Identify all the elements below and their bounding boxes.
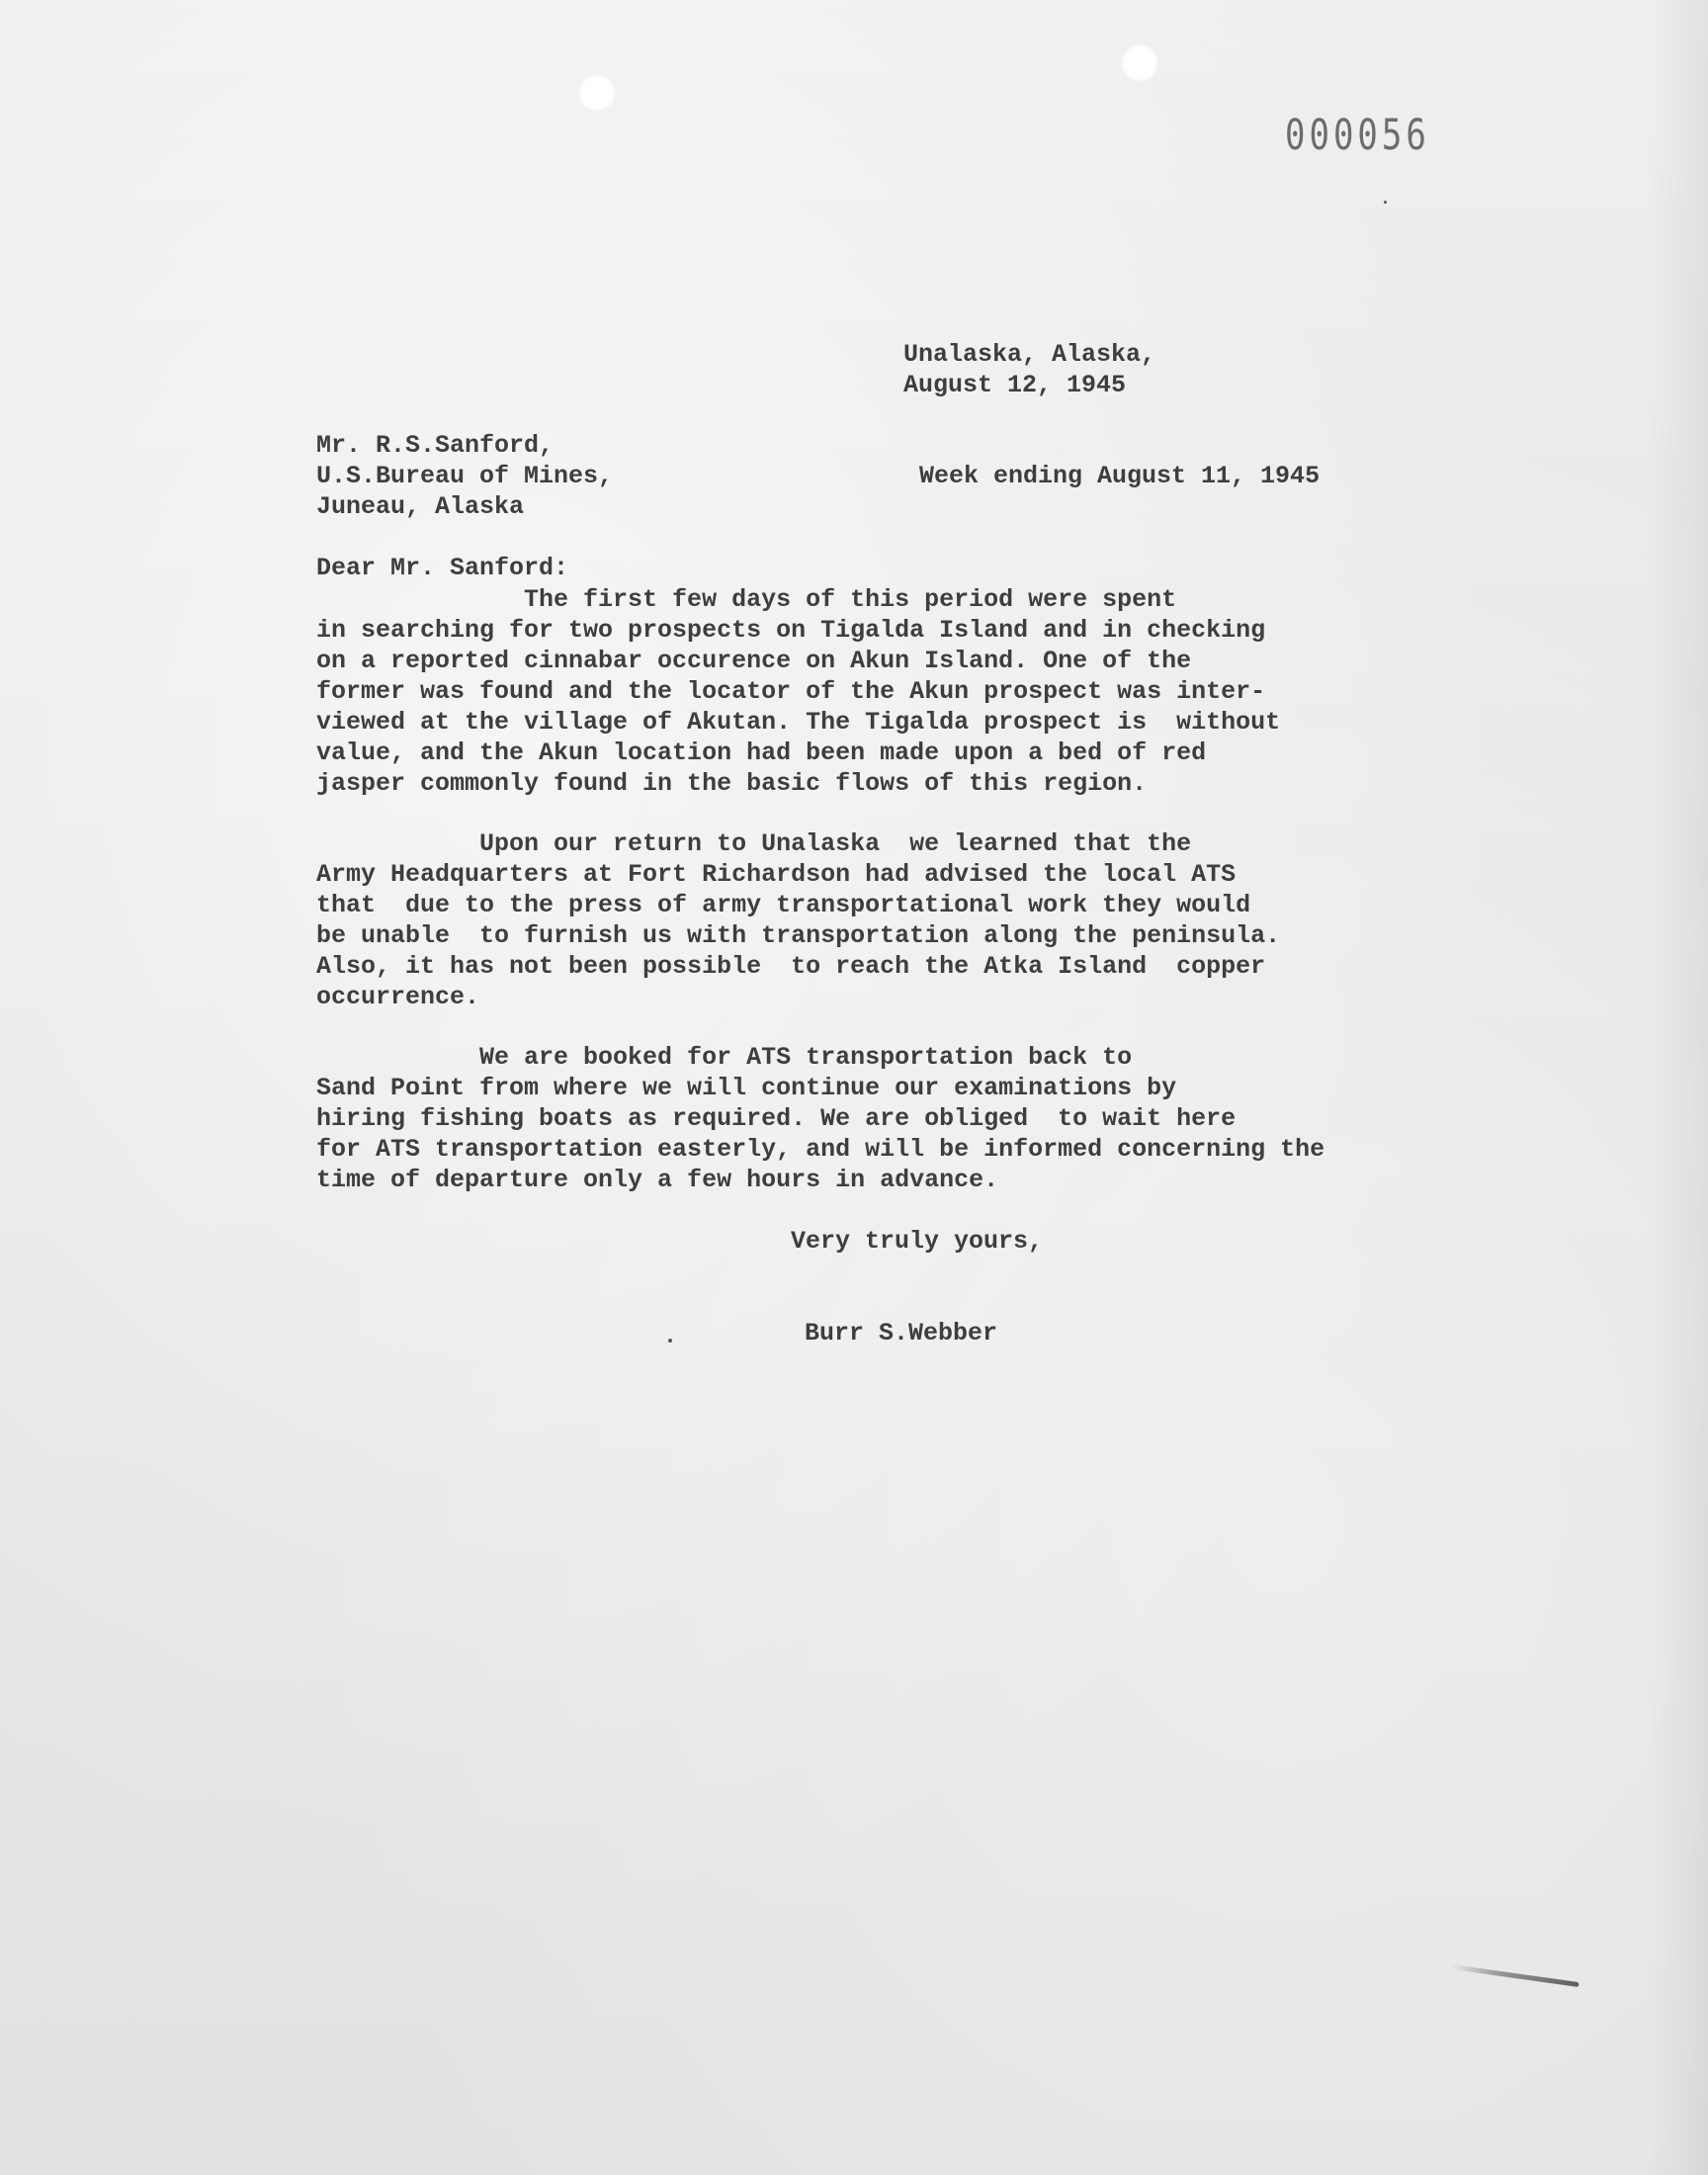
recipient-location: Juneau, Alaska: [316, 492, 525, 521]
body-paragraph-3: We are booked for ATS transportation back to Sand Point from where we will continue our examinations by hiring fishing boats as required. We are obliged to wait here for ATS transportation easterly, and will be informed concerning the time of departure only a few hours in advance.: [316, 1043, 1325, 1194]
recipient-organization: U.S.Bureau of Mines,: [316, 462, 614, 490]
place-line: Unalaska, Alaska,: [903, 340, 1156, 369]
punch-hole-right: [1120, 44, 1159, 83]
body-paragraph-2: Upon our return to Unalaska we learned that the Army Headquarters at Fort Richardson had advised the local ATS that due to the press of army transportational work they would be unable to furnish us with transportation along the peninsula. Also, it has not been possible to reach the Atka Island copper occurrence.: [316, 829, 1281, 1011]
ink-speck: [668, 1339, 672, 1343]
archive-number-stamp: 000056: [1285, 111, 1430, 160]
week-ending-line: Week ending August 11, 1945: [919, 462, 1321, 490]
body-paragraph-1: The first few days of this period were spent in searching for two prospects on Tigalda Island and in checking on a reported cinnabar occurence on Akun Island. One of the former was found and the locator of the Akun prospect was inter- viewed at the village of Akutan. The Tigalda prospect is without value, and the Akun location had been made upon a bed of red jasper commonly found in the basic flows of this region.: [316, 585, 1281, 798]
recipient-name: Mr. R.S.Sanford,: [316, 431, 555, 460]
signature-name: Burr S.Webber: [805, 1319, 998, 1348]
ink-speck: [1384, 201, 1387, 204]
paper-scratch: [1451, 1964, 1579, 1987]
page-edge-shadow: [1649, 0, 1708, 2175]
closing: Very truly yours,: [791, 1227, 1044, 1256]
recipient-address: [316, 430, 613, 522]
letter-heading: [903, 339, 1155, 400]
date-line: August 12, 1945: [903, 371, 1127, 399]
punch-hole-left: [577, 73, 617, 113]
salutation: Dear Mr. Sanford:: [316, 554, 569, 582]
